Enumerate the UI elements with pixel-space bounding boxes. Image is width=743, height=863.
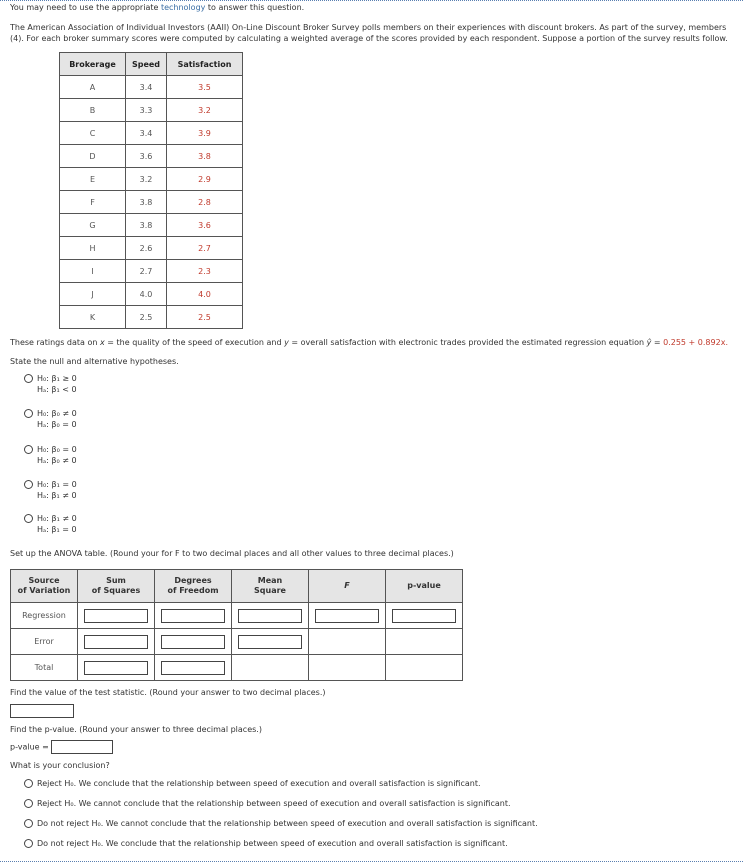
table-row [60, 76, 243, 99]
header-satisfaction: Satisfaction [167, 53, 243, 76]
hypothesis-option-5[interactable] [24, 513, 77, 535]
anova-prompt: Set up the ANOVA table. (Round your for F to two decimal places and all other values to three decimal places.) [10, 549, 454, 558]
hypotheses-prompt: State the null and alternative hypotheses. [10, 357, 179, 366]
header-f: F [309, 570, 386, 603]
table-row [60, 191, 243, 214]
satisfaction-cell: 2.7 [167, 237, 243, 260]
brokerage-cell: E [60, 168, 126, 191]
header-brokerage: Brokerage [60, 53, 126, 76]
speed-cell: 3.3 [126, 99, 167, 122]
ss-regression-input[interactable] [84, 609, 148, 623]
alt-hypothesis: Hₐ: β₁ ≠ 0 [37, 491, 77, 500]
problem-intro-line2: (4). For each broker summary scores were computed by calculating a weighted average of the scores provided by each respondent. Suppose a portion of the survey results follow. [10, 34, 728, 43]
radio-button[interactable] [24, 374, 33, 383]
p-value-prompt: Find the p-value. (Round your answer to three decimal places.) [10, 725, 262, 734]
empty-cell [386, 655, 463, 681]
ms-error-cell [232, 629, 309, 655]
conclusion-option-3[interactable] [24, 818, 538, 829]
conclusion-text: Do not reject H₀. We cannot conclude that the relationship between speed of execution and overall satisfaction is significant. [37, 819, 538, 828]
table-row [60, 145, 243, 168]
null-hypothesis: H₀: β₁ ≠ 0 [37, 514, 77, 523]
regression-text-mid1: = the quality of the speed of execution and [104, 338, 285, 347]
df-total-cell [155, 655, 232, 681]
bottom-border [0, 861, 743, 862]
speed-cell: 2.7 [126, 260, 167, 283]
radio-button[interactable] [24, 799, 33, 808]
alt-hypothesis: Hₐ: β₀ ≠ 0 [37, 456, 77, 465]
p-value-input[interactable] [51, 740, 113, 754]
header-sum-of-squares: Sum of Squares [78, 570, 155, 603]
row-label: Regression [11, 603, 78, 629]
radio-button[interactable] [24, 409, 33, 418]
speed-cell: 3.6 [126, 145, 167, 168]
table-row [60, 237, 243, 260]
radio-button[interactable] [24, 514, 33, 523]
anova-row-error [11, 629, 463, 655]
satisfaction-cell: 3.8 [167, 145, 243, 168]
table-row [60, 122, 243, 145]
satisfaction-cell: 2.9 [167, 168, 243, 191]
broker-table [59, 52, 243, 329]
satisfaction-cell: 3.9 [167, 122, 243, 145]
empty-cell [309, 655, 386, 681]
brokerage-cell: H [60, 237, 126, 260]
ss-error-cell [78, 629, 155, 655]
problem-intro-line1: The American Association of Individual Investors (AAII) On-Line Discount Broker Survey polls members on their experiences with discount brokers. As part of the survey, members [10, 23, 727, 32]
alt-hypothesis: Hₐ: β₁ = 0 [37, 525, 77, 534]
null-hypothesis: H₀: β₀ ≠ 0 [37, 409, 77, 418]
p-value-label: p-value = [10, 742, 49, 752]
speed-cell: 3.4 [126, 76, 167, 99]
radio-button[interactable] [24, 839, 33, 848]
speed-cell: 3.2 [126, 168, 167, 191]
header-degrees-of-freedom: Degrees of Freedom [155, 570, 232, 603]
df-regression-input[interactable] [161, 609, 225, 623]
conclusion-option-4[interactable] [24, 838, 508, 849]
row-label: Total [11, 655, 78, 681]
satisfaction-cell: 2.3 [167, 260, 243, 283]
ms-regression-cell [232, 603, 309, 629]
brokerage-cell: I [60, 260, 126, 283]
row-label: Error [11, 629, 78, 655]
technology-note-post: to answer this question. [205, 3, 305, 12]
df-regression-cell [155, 603, 232, 629]
hypothesis-option-4[interactable] [24, 479, 77, 501]
table-row [60, 306, 243, 329]
anova-header-row [11, 570, 463, 603]
f-input[interactable] [315, 609, 379, 623]
brokerage-cell: G [60, 214, 126, 237]
null-hypothesis: H₀: β₁ = 0 [37, 480, 77, 489]
radio-button[interactable] [24, 779, 33, 788]
regression-equation: 0.255 + 0.892x. [663, 338, 728, 347]
ss-total-cell [78, 655, 155, 681]
y-variable: y [284, 338, 289, 347]
radio-button[interactable] [24, 480, 33, 489]
brokerage-cell: F [60, 191, 126, 214]
p-value-row [10, 740, 113, 754]
empty-cell [309, 629, 386, 655]
brokerage-cell: J [60, 283, 126, 306]
brokerage-cell: D [60, 145, 126, 168]
technology-link[interactable]: technology [160, 3, 206, 12]
hypothesis-option-1[interactable] [24, 373, 77, 395]
header-p-value: p-value [386, 570, 463, 603]
regression-text-mid2: = overall satisfaction with electronic trades provided the estimated regression equation [288, 338, 647, 347]
anova-row-total [11, 655, 463, 681]
p-value-cell [386, 603, 463, 629]
df-error-cell [155, 629, 232, 655]
anova-table [10, 569, 463, 681]
hypothesis-option-2[interactable] [24, 408, 77, 430]
technology-note-pre: You may need to use the appropriate [10, 3, 161, 12]
brokerage-cell: K [60, 306, 126, 329]
regression-statement [10, 338, 728, 347]
satisfaction-cell: 4.0 [167, 283, 243, 306]
radio-button[interactable] [24, 819, 33, 828]
null-hypothesis: H₀: β₁ ≥ 0 [37, 374, 77, 383]
test-statistic-input[interactable] [10, 704, 74, 718]
anova-row-regression [11, 603, 463, 629]
satisfaction-cell: 3.6 [167, 214, 243, 237]
empty-cell [386, 629, 463, 655]
technology-note [10, 3, 304, 12]
p-value-table-input[interactable] [392, 609, 456, 623]
header-speed: Speed [126, 53, 167, 76]
conclusion-text: Reject H₀. We cannot conclude that the relationship between speed of execution and overall satisfaction is significant. [37, 799, 511, 808]
ss-total-input[interactable] [84, 661, 148, 675]
conclusion-option-2[interactable] [24, 798, 511, 809]
alt-hypothesis: Hₐ: β₀ = 0 [37, 420, 77, 429]
null-hypothesis: H₀: β₀ = 0 [37, 445, 77, 454]
ss-regression-cell [78, 603, 155, 629]
speed-cell: 2.6 [126, 237, 167, 260]
f-cell [309, 603, 386, 629]
satisfaction-cell: 2.8 [167, 191, 243, 214]
satisfaction-cell: 3.5 [167, 76, 243, 99]
alt-hypothesis: Hₐ: β₁ < 0 [37, 385, 77, 394]
df-total-input[interactable] [161, 661, 225, 675]
empty-cell [232, 655, 309, 681]
top-border [0, 0, 743, 1]
broker-table-header [60, 53, 243, 76]
conclusion-option-1[interactable] [24, 778, 481, 789]
speed-cell: 2.5 [126, 306, 167, 329]
table-row [60, 283, 243, 306]
speed-cell: 3.4 [126, 122, 167, 145]
speed-cell: 3.8 [126, 191, 167, 214]
header-source: Source of Variation [11, 570, 78, 603]
equation-equals: = [651, 338, 664, 347]
table-row [60, 168, 243, 191]
satisfaction-cell: 2.5 [167, 306, 243, 329]
df-error-input[interactable] [161, 635, 225, 649]
radio-button[interactable] [24, 445, 33, 454]
table-row [60, 260, 243, 283]
speed-cell: 4.0 [126, 283, 167, 306]
ms-error-input[interactable] [238, 635, 302, 649]
conclusion-prompt: What is your conclusion? [10, 761, 110, 770]
satisfaction-cell: 3.2 [167, 99, 243, 122]
brokerage-cell: C [60, 122, 126, 145]
hypothesis-option-3[interactable] [24, 444, 77, 466]
conclusion-text: Do not reject H₀. We conclude that the relationship between speed of execution and overall satisfaction is significant. [37, 839, 508, 848]
table-row [60, 99, 243, 122]
conclusion-text: Reject H₀. We conclude that the relationship between speed of execution and overall satisfaction is significant. [37, 779, 481, 788]
ms-regression-input[interactable] [238, 609, 302, 623]
x-variable: x [100, 338, 105, 347]
y-hat: ŷ [646, 338, 652, 347]
brokerage-cell: A [60, 76, 126, 99]
regression-text-pre: These ratings data on [10, 338, 100, 347]
test-statistic-prompt: Find the value of the test statistic. (Round your answer to two decimal places.) [10, 688, 326, 697]
brokerage-cell: B [60, 99, 126, 122]
speed-cell: 3.8 [126, 214, 167, 237]
header-mean-square: Mean Square [232, 570, 309, 603]
ss-error-input[interactable] [84, 635, 148, 649]
table-row [60, 214, 243, 237]
